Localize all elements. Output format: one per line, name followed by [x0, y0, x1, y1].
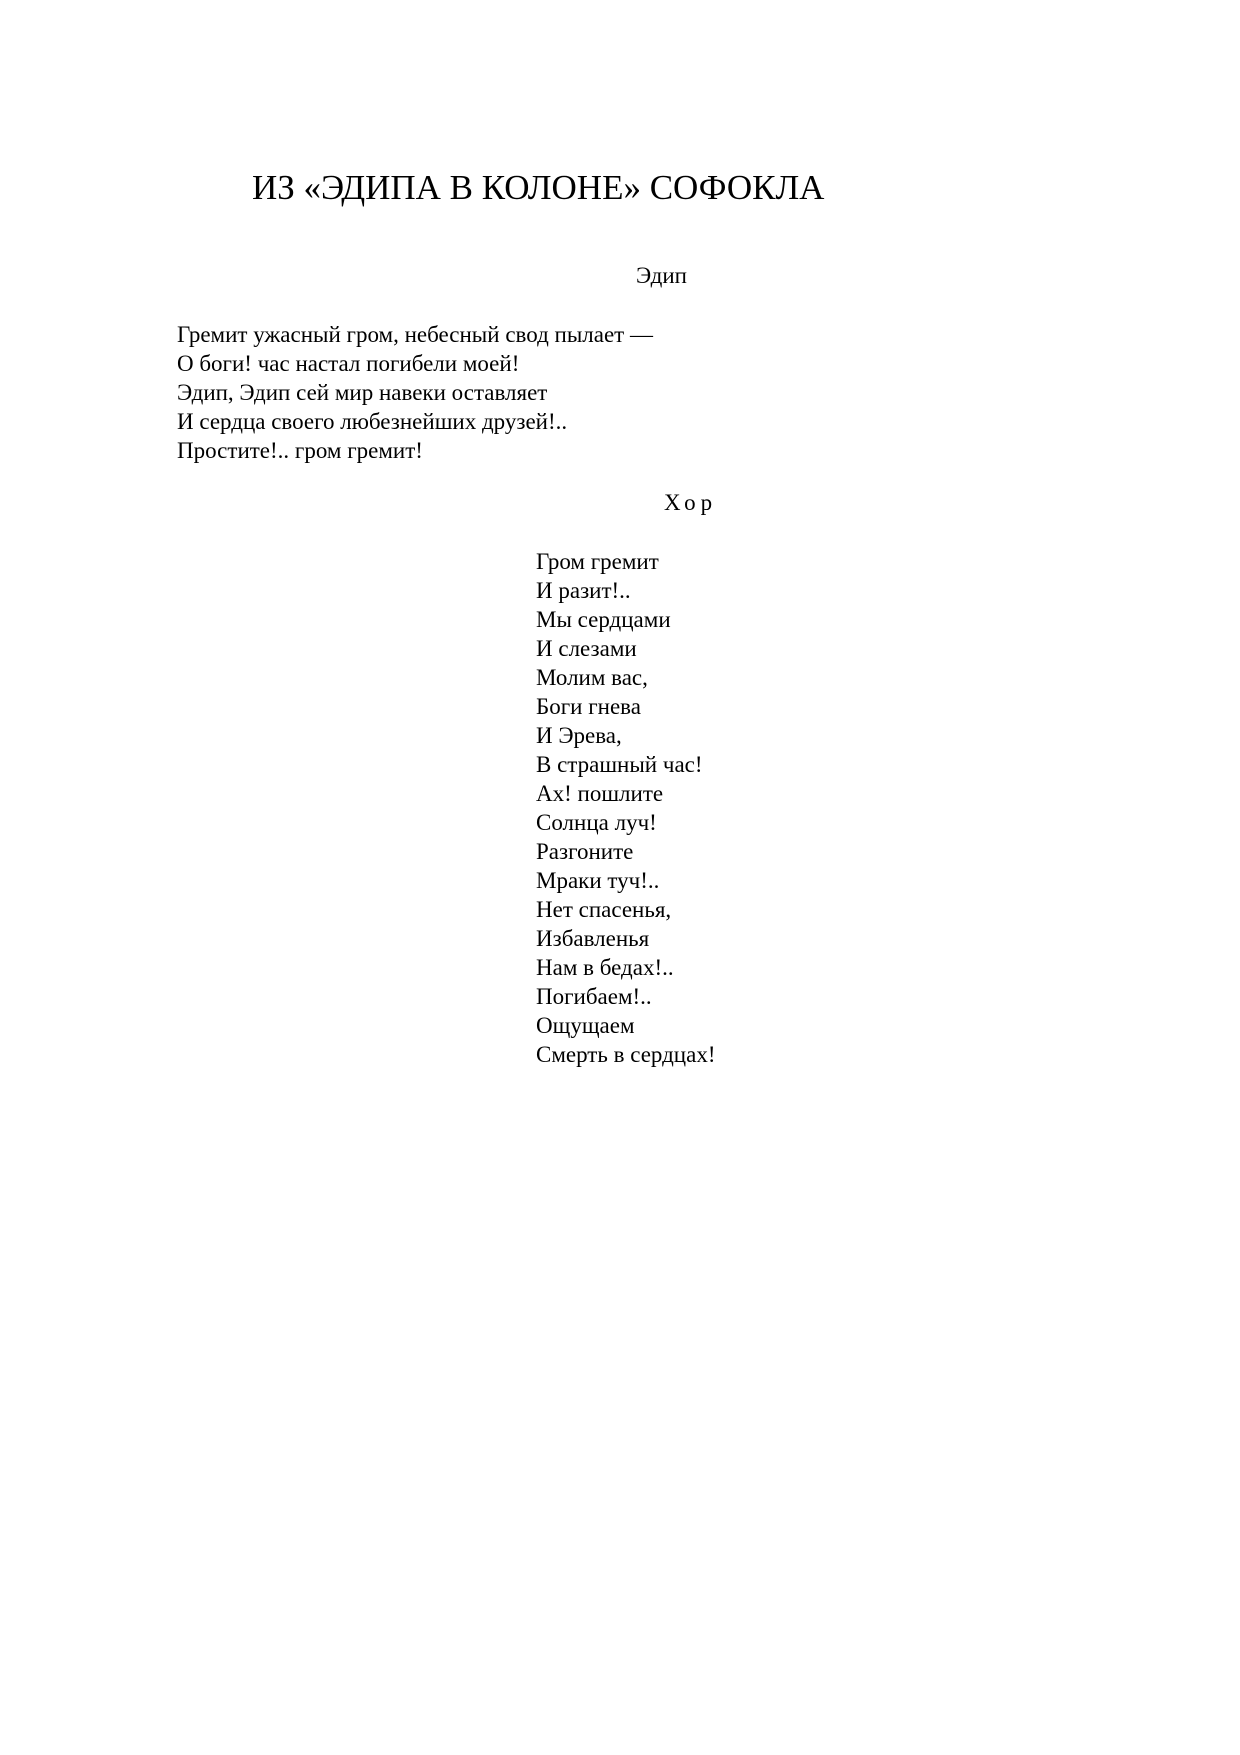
verse-line: Мраки туч!.. [536, 868, 660, 893]
verse-line: Гремит ужасный гром, небесный свод пылает — [177, 322, 653, 347]
oedipus-verse [177, 320, 653, 465]
verse-line: И Эрева, [536, 723, 622, 748]
verse-line: Простите!.. гром гремит! [177, 438, 423, 463]
verse-line: Солнца луч! [536, 810, 657, 835]
verse-line: Разгоните [536, 839, 634, 864]
verse-line: Нам в бедах!.. [536, 955, 674, 980]
verse-line: Мы сердцами [536, 607, 671, 632]
speaker-chorus: Хор [664, 490, 718, 515]
verse-line: Ощущаем [536, 1013, 635, 1038]
verse-line: О боги! час настал погибели моей! [177, 351, 520, 376]
verse-line: Ах! пошлите [536, 781, 664, 806]
verse-line: В страшный час! [536, 752, 703, 777]
verse-line: Погибаем!.. [536, 984, 652, 1009]
verse-line: И слезами [536, 636, 637, 661]
verse-line: Избавленья [536, 926, 650, 951]
verse-line: Гром гремит [536, 549, 659, 574]
verse-line: Боги гнева [536, 694, 641, 719]
verse-line: И сердца своего любезнейших друзей!.. [177, 409, 568, 434]
verse-line: Молим вас, [536, 665, 648, 690]
poem-title: ИЗ «ЭДИПА В КОЛОНЕ» СОФОКЛА [252, 168, 825, 207]
chorus-verse [536, 547, 715, 1069]
verse-line: Эдип, Эдип сей мир навеки оставляет [177, 380, 548, 405]
verse-line: Нет спасенья, [536, 897, 672, 922]
speaker-oedipus: Эдип [636, 263, 687, 288]
verse-line: И разит!.. [536, 578, 631, 603]
verse-line: Смерть в сердцах! [536, 1042, 716, 1067]
